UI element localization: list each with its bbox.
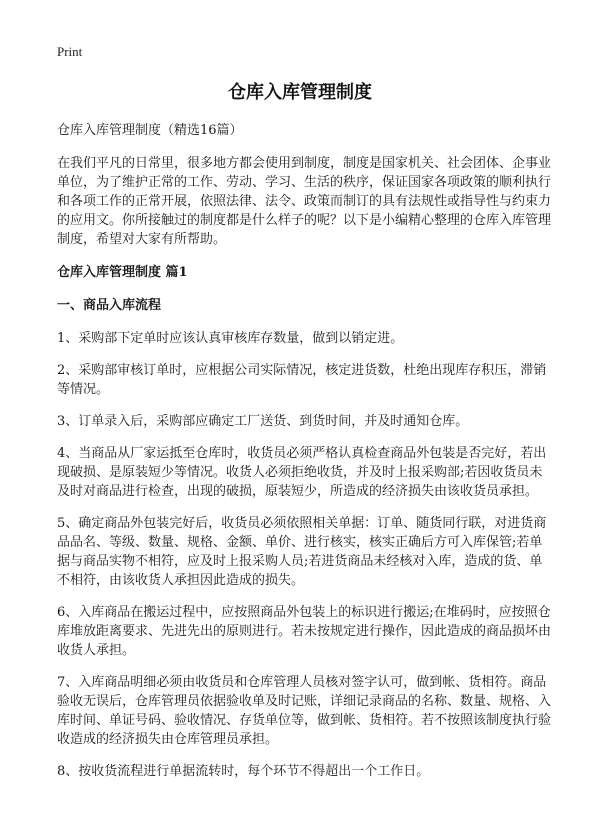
intro-paragraph: 在我们平凡的日常里，很多地方都会使用到制度，制度是国家机关、社会团体、企事业单位，为了维护正常的工作、劳动、学习、生活的秩序，保证国家各项政策的顺利执行和各项工作的正常开展，依照法律、法令、政策而制订的具有法规性或指导性与约束力的应用文。你所接触过的制度都是什么样子的呢？以下是小编精心整理的仓库入库管理制度，希望对大家有所帮助。 xyxy=(57,156,552,247)
list-item-7: 7、入库商品明细必须由收货员和仓库管理人员核对签字认可，做到帐、货相符。商品验收无误后，仓库管理员依据验收单及时记账，详细记录商品的名称、数量、规格、入库时间、单证号码、验收情况、存货单位等，做到帐、货相符。若不按照该制度执行验收造成的经济损失由仓库管理员承担。 xyxy=(57,675,552,747)
list-item-8: 8、按收货流程进行单据流转时，每个环节不得超出一个工作日。 xyxy=(57,764,430,779)
list-item-6: 6、入库商品在搬运过程中，应按照商品外包装上的标识进行搬运;在堆码时，应按照仓库堆放距离要求、先进先出的原则进行。若未按规定进行操作，因此造成的商品损坏由收货人承担。 xyxy=(57,605,552,658)
document-body xyxy=(57,121,553,794)
section-heading: 仓库入库管理制度 篇1 xyxy=(57,265,188,280)
print-link[interactable]: Print xyxy=(57,44,83,59)
subsection-heading: 一、商品入库流程 xyxy=(57,298,162,313)
page-title: 仓库入库管理制度 xyxy=(228,82,372,103)
list-item-3: 3、订单录入后，采购部应确定工厂送货、到货时间，并及时通知仓库。 xyxy=(57,414,469,429)
list-item-4: 4、当商品从厂家运抵至仓库时，收货员必须严格认真检查商品外包装是否完好，若出现破损、是原装短少等情况。收货人必须拒绝收货，并及时上报采购部;若因收货员未及时对商品进行检查，出现的破损，原装短少，所造成的经济损失由该收货员承担。 xyxy=(57,446,547,499)
document-subtitle: 仓库入库管理制度（精选16篇） xyxy=(57,123,243,138)
list-item-5: 5、确定商品外包装完好后，收货员必须依照相关单据：订单、随货同行联，对进货商品品名、等级、数量、规格、金额、单价、进行核实，核实正确后方可入库保管;若单据与商品实物不相符，应及时上报采购人员;若进货商品未经核对入库，造成的货、单不相符，由该收货人承担因此造成的损失。 xyxy=(57,516,547,588)
list-item-1: 1、采购部下定单时应该认真审核库存数量，做到以销定进。 xyxy=(57,331,404,346)
list-item-2: 2、采购部审核订单时，应根据公司实际情况，核定进货数，杜绝出现库存积压，滞销等情况。 xyxy=(57,363,547,397)
